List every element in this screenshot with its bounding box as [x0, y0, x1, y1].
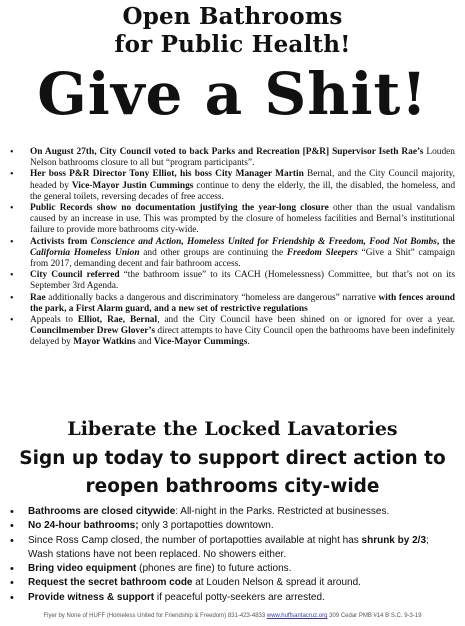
action-text: at Louden Nelson & spread it around. [192, 577, 361, 589]
list-item [28, 505, 455, 519]
fact-lead: with fences around the park, a First Alarm guard, and a new set of restrictive regulations [30, 292, 456, 314]
fact-text: “the bathroom issue” to its CACH (Homelessness) Committee, but that’s not on its September 3rd Agenda. [30, 270, 455, 292]
fact-text: , and the City Council have been shined on or ignored for over a year. [157, 315, 455, 326]
list-item [28, 519, 455, 533]
fact-text: direct attempts to have City Council open the bathrooms have been indefinitely delayed by [30, 326, 455, 348]
fact-text: additionally backs a dangerous and discriminatory “homeless are dangerous” narrative [45, 292, 379, 303]
footer-suffix: 309 Cedar PMB #14 B S.C. 9-3-19 [327, 613, 422, 619]
action-text: only 3 portapotties downtown. [138, 520, 274, 532]
action-text: (phones are fine) to future actions. [136, 563, 292, 575]
list-item [28, 534, 455, 563]
list-item [30, 237, 455, 271]
list-item [30, 203, 455, 237]
fact-lead: Her boss P&R Director Tony Elliot, his boss City Manager Martin [30, 169, 304, 180]
list-item [28, 591, 455, 605]
list-item [28, 562, 455, 576]
action-text: ; Wash stations have not been replaced. No showers either. [28, 534, 429, 560]
headline: Give a Shit! [37, 60, 428, 128]
action-lead: shrunk by 2/3 [361, 534, 426, 546]
list-item [30, 315, 455, 349]
actions-list [0, 505, 465, 605]
fact-text: other than the usual vandalism caused by an increase in use. This was prompted by the closure of homeless facilities and Bernal’s institutional failure to provide more bathrooms city-wide. [30, 203, 456, 236]
action-lead: No 24-hour bathrooms; [28, 520, 139, 532]
footer-prefix: Flyer by None of HUFF (Homeless United for Friendship & Freedom) 831-423-4833 [43, 613, 267, 619]
fact-lead: Councilmember Drew Glover’s [30, 326, 155, 337]
action-text: if peaceful potty-seekers are arrested. [154, 591, 325, 603]
action-text: : All-night in the Parks. Restricted at businesses. [175, 506, 390, 517]
fact-text: and [135, 337, 154, 348]
list-item [30, 270, 455, 292]
title-line-2: for Public Health! [114, 31, 351, 58]
list-item [30, 169, 455, 203]
action-lead: Request the secret bathroom code [28, 577, 193, 589]
fact-lead: Vice-Mayor Cummings [153, 337, 248, 348]
fact-text: . [247, 337, 250, 348]
signup-heading-line-1: Sign up today to support direct action to [19, 448, 446, 469]
fact-lead: Vice-Mayor Justin Cummings [71, 180, 194, 191]
fact-text: “Give a Shit” campaign from 2017, demanding decent and fair bathroom access. [30, 247, 455, 270]
fact-lead: Rae [30, 292, 46, 303]
liberate-heading: Liberate the Locked Lavatories [67, 418, 398, 440]
list-item [30, 293, 455, 315]
fact-lead: Elliot, Rae, Bernal [77, 315, 158, 326]
fact-org: Conscience and Action, Homeless United for Friendship & Freedom, Food Not Bombs [90, 236, 437, 247]
facts-list [0, 147, 465, 349]
fact-lead: City Council referred [30, 270, 120, 281]
fact-lead: Mayor Watkins [73, 337, 136, 348]
footer [0, 613, 465, 619]
list-item [30, 147, 455, 169]
action-lead: Bring video equipment [28, 563, 137, 575]
title-line-1: Open Bathrooms [122, 3, 343, 30]
action-text: Since Ross Camp closed, the number of portapotties available at night has [28, 534, 362, 546]
fact-text: , the [436, 236, 455, 247]
website-link[interactable]: www.huffsantacruz.org [266, 613, 328, 619]
action-lead: Provide witness & support [28, 591, 155, 603]
fact-text: and other groups are continuing the [139, 247, 287, 258]
fact-org: Freedom Sleepers [286, 247, 358, 258]
fact-org: California Homeless Union [30, 247, 140, 258]
fact-text: Louden Nelson bathrooms closure to all but “program participants”. [30, 147, 455, 169]
list-item [28, 576, 455, 590]
fact-lead: Activists from [30, 236, 91, 247]
action-lead: Bathrooms are closed citywide [28, 506, 176, 517]
fact-lead: On August 27th, City Council voted to back Parks and Recreation [P&R] Supervisor Iseth Rae’s [30, 147, 424, 157]
fact-text: Bernal, and the City Council majority, headed by [30, 169, 455, 191]
fact-lead: Public Records show no documentation justifying the year-long closure [30, 203, 329, 214]
fact-text: Appeals to [30, 315, 78, 326]
fact-text: continue to deny the elderly, the ill, the disabled, the homeless, and the general toilets, reversing decades of free access. [30, 180, 456, 202]
signup-heading-line-2: reopen bathrooms city-wide [85, 476, 380, 497]
